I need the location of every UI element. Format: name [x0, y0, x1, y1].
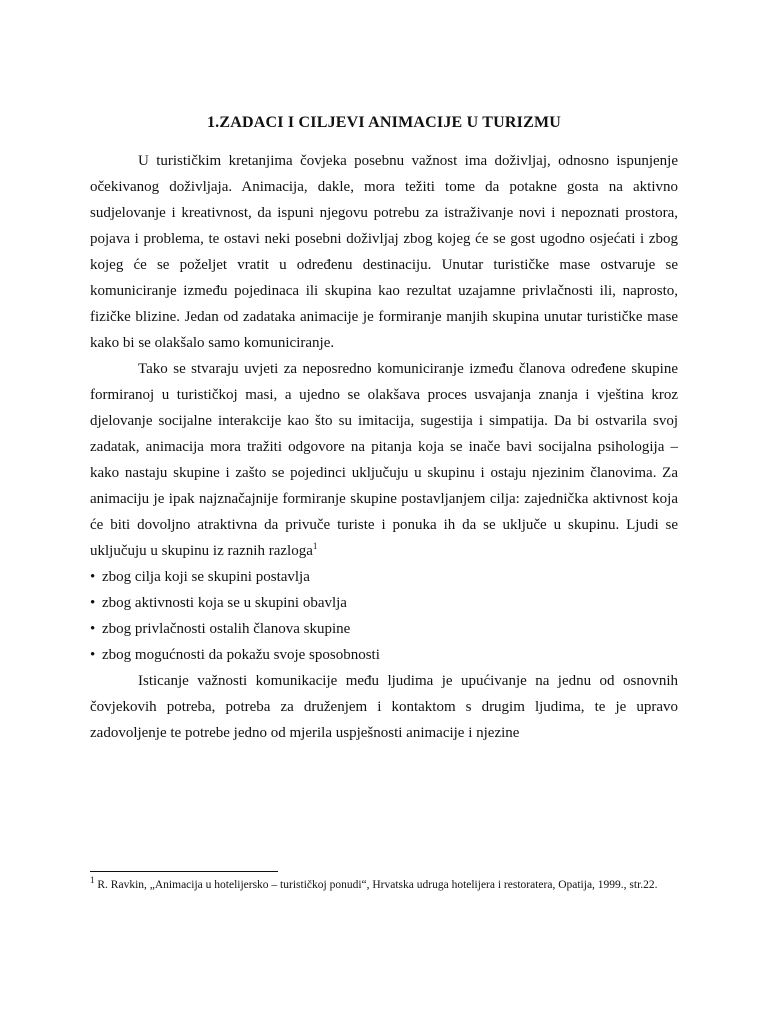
list-item-text: zbog mogućnosti da pokažu svoje sposobnosti	[102, 647, 380, 663]
list-item	[90, 642, 678, 668]
bullet-icon: •	[90, 569, 96, 585]
bullet-icon: •	[90, 621, 96, 637]
paragraph-2-text: Tako se stvaraju uvjeti za neposredno komuniciranje između članova određene skupine formiranoj u turističkoj masi, a ujedno se olakšava proces usvajanja znanja i vještina kroz djelovanje socijalne interakcije kao što su imitacija, sugestija i simpatija. Da bi ostvarila svoj zadatak, animacija mora tražiti odgovore na pitanja koja se inače bavi socijalna psihologija – kako nastaju skupine i zašto se pojedinci uključuju u skupinu i ostaju njezinim članovima. Za animaciju je ipak najznačajnije formiranje skupine postavljanjem cilja: zajednička aktivnost koja će biti dovoljno atraktivna da privuče turiste i ponuka ih da se uključe u skupinu. Ljudi se uključuju u skupinu iz raznih razloga	[90, 361, 678, 559]
footnote-divider	[90, 871, 278, 872]
footnote-text: R. Ravkin, „Animacija u hotelijersko – turističkoj ponudi“, Hrvatska udruga hotelijera i restoratera, Opatija, 1999., str.22.	[94, 879, 658, 891]
list-item	[90, 564, 678, 590]
footnote-reference[interactable]: 1	[312, 541, 318, 551]
paragraph-1: U turističkim kretanjima čovjeka posebnu važnost ima doživljaj, odnosno ispunjenje očekivanog doživljaja. Animacija, dakle, mora težiti tome da potakne gosta na aktivno sudjelovanje i kreativnost, da ispuni njegovu potrebu za istraživanje novi i nepoznati prostora, pojava i problema, te ostavi neki posebni doživljaj zbog kojeg će se gost ugodno osjećati i zbog kojeg će se poželjet vratit u određenu destinaciju. Unutar turističke mase ostvaruje se komuniciranje između pojedinaca ili skupina kao rezultat uzajamne privlačnosti ili, naprosto, fizičke blizine. Jedan od zadataka animacije je formiranje manjih skupina unutar turističke mase kako bi se olakšalo samo komuniciranje.	[90, 153, 678, 351]
list-item-text: zbog privlačnosti ostalih članova skupine	[102, 621, 351, 637]
bullet-icon: •	[90, 595, 96, 611]
body-text	[90, 148, 678, 746]
list-item	[90, 590, 678, 616]
reasons-list	[90, 564, 678, 668]
list-item	[90, 616, 678, 642]
footnote-number: 1	[90, 875, 95, 886]
page-title: 1.ZADACI I CILJEVI ANIMACIJE U TURIZMU	[206, 114, 561, 131]
footnote	[90, 877, 690, 893]
paragraph-2	[90, 356, 678, 564]
list-item-text: zbog cilja koji se skupini postavlja	[102, 569, 310, 585]
list-item-text: zbog aktivnosti koja se u skupini obavlja	[102, 595, 347, 611]
bullet-icon: •	[90, 647, 96, 663]
closing-paragraph: Isticanje važnosti komunikacije među ljudima je upućivanje na jednu od osnovnih čovjekovih potreba, potreba za druženjem i kontaktom s drugim ljudima, te je upravo zadovoljenje te potrebe jedno od mjerila uspješnosti animacije i njezine	[90, 673, 678, 741]
